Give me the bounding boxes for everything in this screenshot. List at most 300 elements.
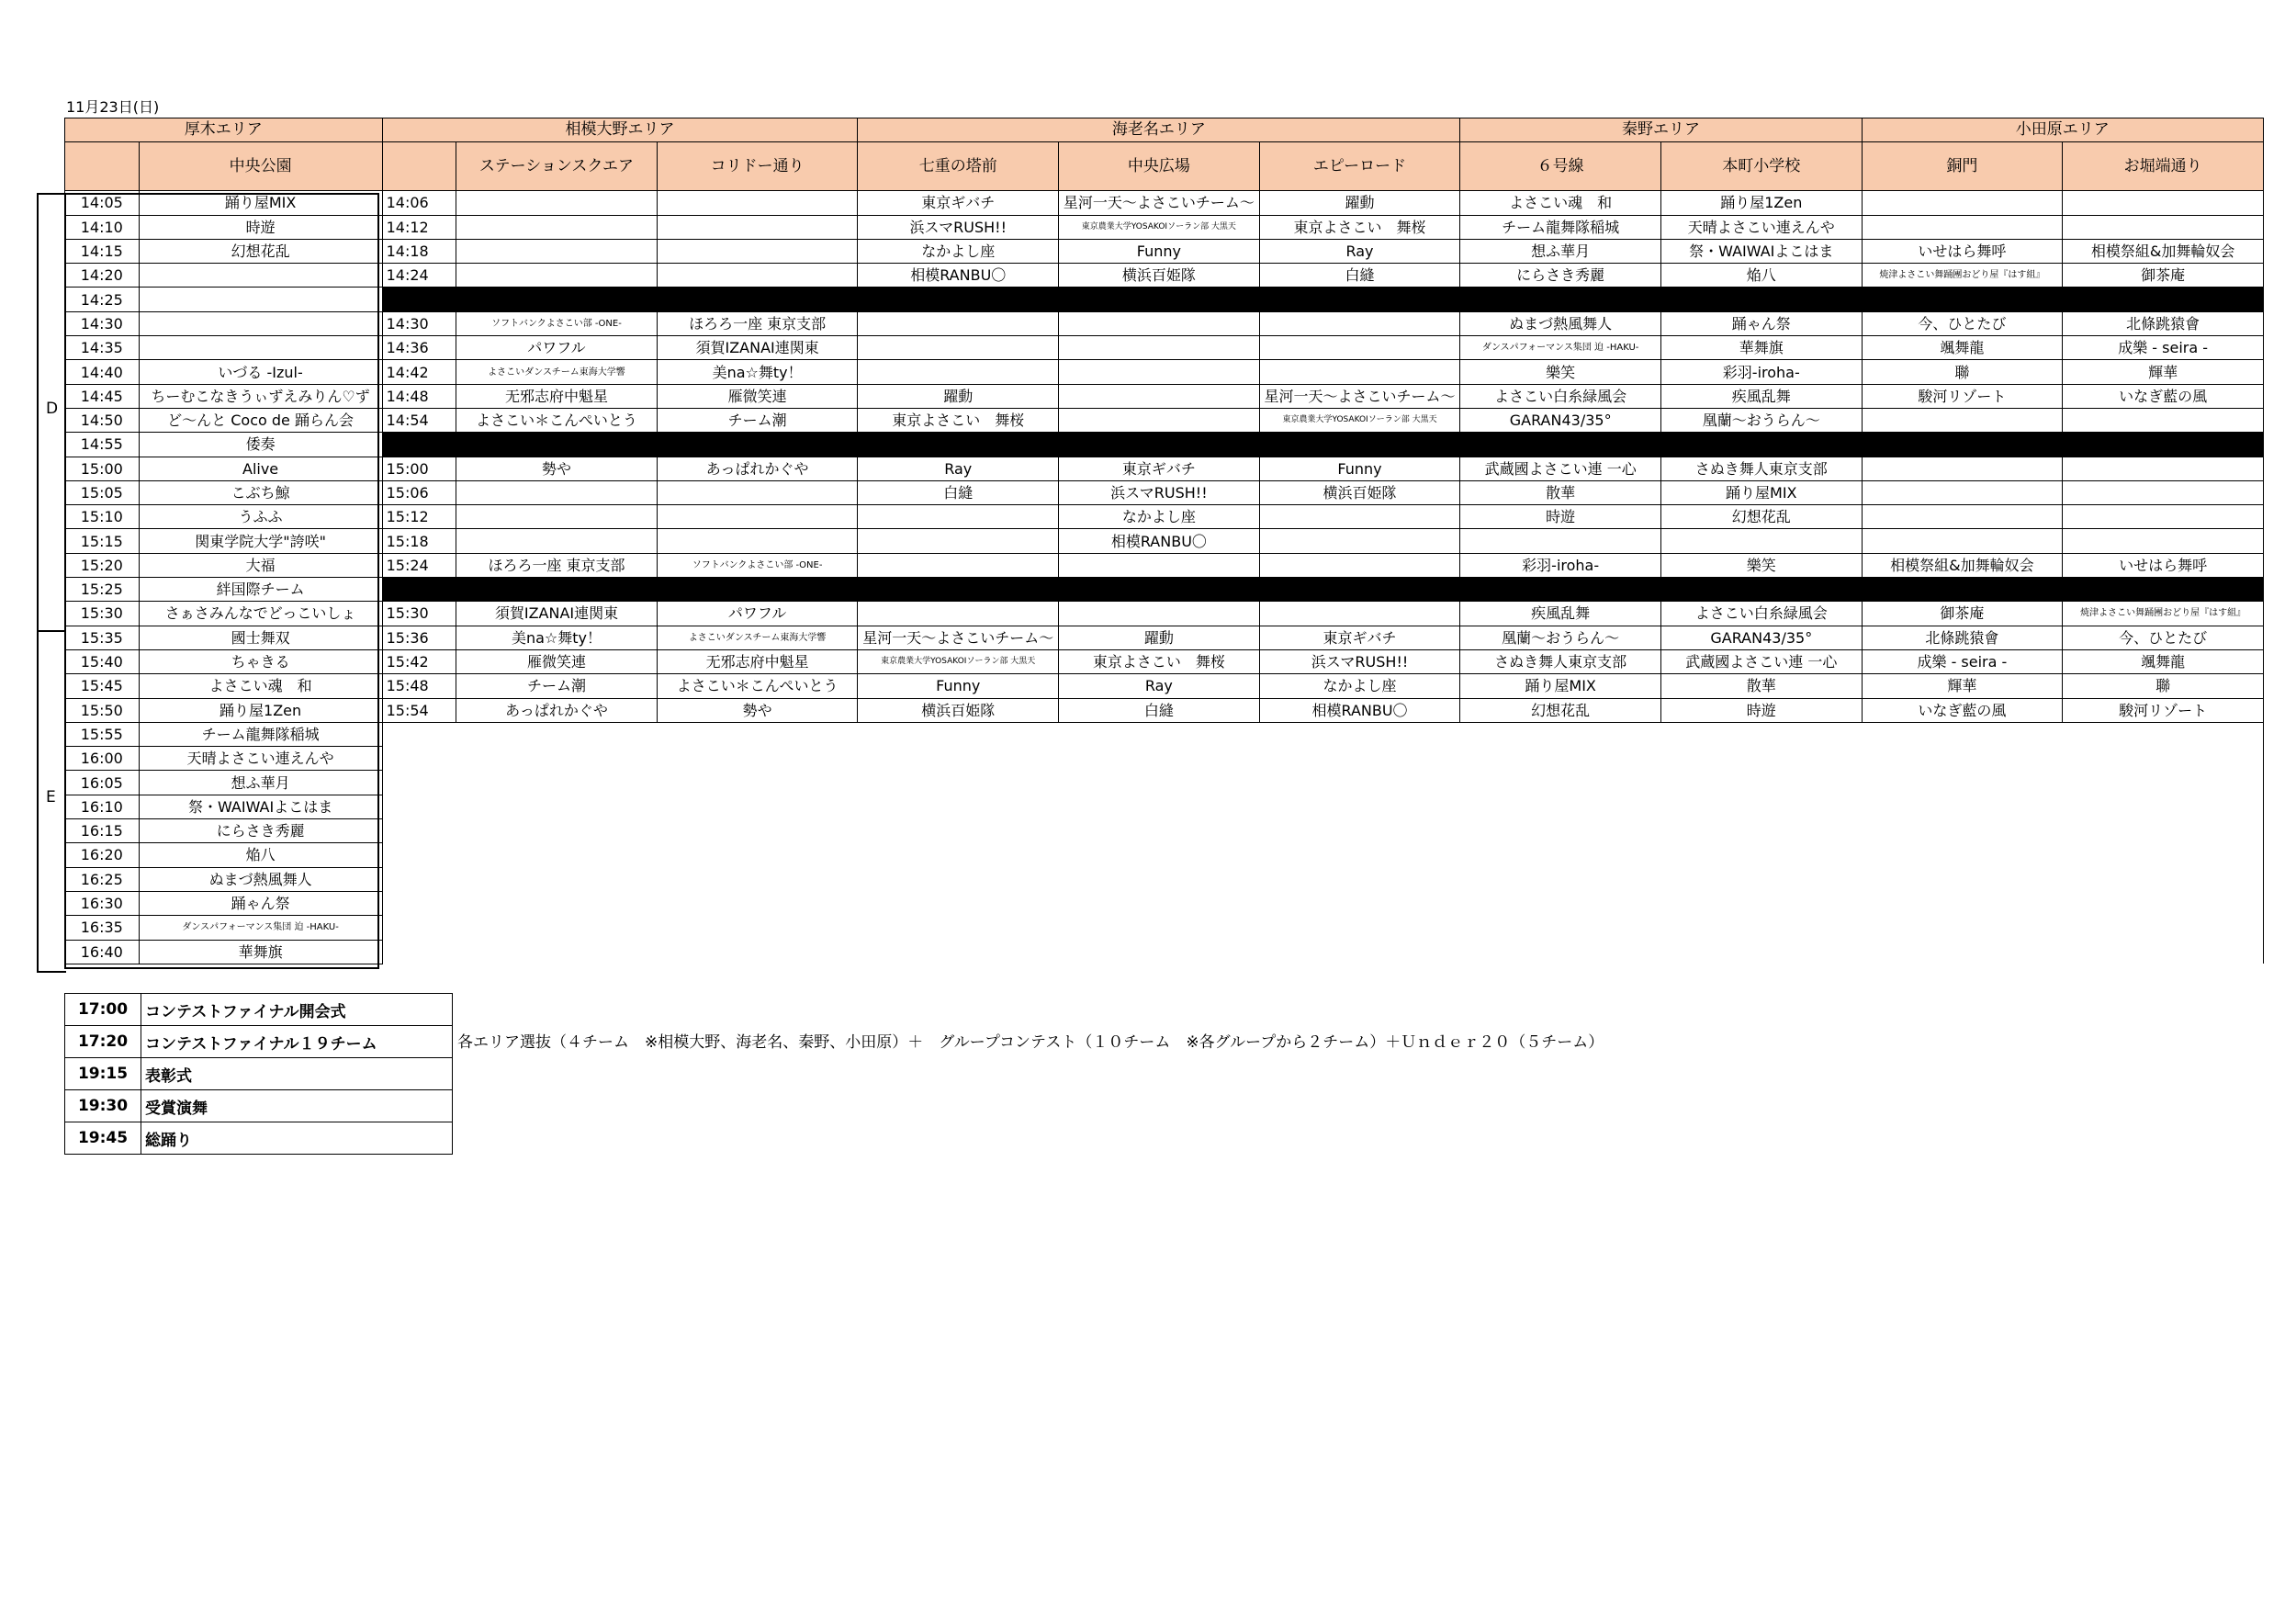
team-cell — [858, 602, 1059, 626]
team-cell — [2063, 215, 2264, 239]
team-cell: Funny — [1259, 457, 1460, 480]
final-time: 19:30 — [65, 1090, 141, 1122]
team-cell — [1059, 384, 1260, 408]
team-cell: 散華 — [1660, 674, 1862, 698]
team-cell: いなぎ藍の風 — [2063, 384, 2264, 408]
team-cell — [456, 215, 658, 239]
team-cell: ほろろ一座 東京支部 — [456, 553, 658, 577]
atsugi-team: うふふ — [139, 505, 382, 529]
atsugi-team: 時遊 — [139, 215, 382, 239]
final-time: 17:00 — [65, 994, 141, 1026]
team-cell: 雁微笑連 — [456, 649, 658, 673]
schedule-row — [65, 336, 2264, 360]
atsugi-time: 16:05 — [65, 771, 140, 795]
venue-header: エピーロード — [1259, 142, 1460, 191]
team-cell — [858, 553, 1059, 577]
final-row — [65, 1090, 453, 1122]
team-cell — [1862, 457, 2063, 480]
atsugi-time: 14:35 — [65, 336, 140, 360]
team-cell: GARAN43/35° — [1460, 408, 1661, 432]
final-time: 19:15 — [65, 1058, 141, 1090]
team-cell: 横浜百姫隊 — [1259, 480, 1460, 504]
atsugi-time: 14:05 — [65, 191, 140, 215]
slot-time: 14:24 — [382, 264, 456, 288]
team-cell: 武蔵國よさこい連 一心 — [1660, 649, 1862, 673]
team-cell: 相模祭組&加舞輪奴会 — [2063, 239, 2264, 263]
team-cell: 御茶庵 — [2063, 264, 2264, 288]
team-cell — [657, 239, 858, 263]
empty-area — [382, 795, 2263, 818]
slot-time: 15:06 — [382, 480, 456, 504]
atsugi-team: ちーむこなきうぃずえみりん♡ず — [139, 384, 382, 408]
venue-header: 中央公園 — [139, 142, 382, 191]
slot-time: 15:48 — [382, 674, 456, 698]
team-cell — [456, 505, 658, 529]
team-cell: 華舞旗 — [1660, 336, 1862, 360]
schedule-row — [65, 747, 2264, 771]
team-cell: 武蔵國よさこい連 一心 — [1460, 457, 1661, 480]
team-cell: 駿河リゾート — [2063, 698, 2264, 722]
team-cell: 踊ゃん祭 — [1660, 311, 1862, 335]
atsugi-team: ダンスパフォーマンス集団 迫 -HAKU- — [139, 916, 382, 940]
team-cell — [657, 215, 858, 239]
team-cell — [2063, 457, 2264, 480]
schedule-row — [65, 867, 2264, 891]
team-cell: さぬき舞人東京支部 — [1660, 457, 1862, 480]
team-cell: 東京よさこい 舞桜 — [1259, 215, 1460, 239]
team-cell — [1059, 408, 1260, 432]
atsugi-time: 15:05 — [65, 480, 140, 504]
team-cell: 成樂 - seira - — [2063, 336, 2264, 360]
team-cell: 星河一天～よさこいチーム～ — [1259, 384, 1460, 408]
venue-header: ステーションスクエア — [456, 142, 658, 191]
atsugi-team: 國士舞双 — [139, 626, 382, 649]
atsugi-time: 15:25 — [65, 578, 140, 602]
team-cell: 樂笑 — [1660, 553, 1862, 577]
area-header: 海老名エリア — [858, 118, 1460, 142]
team-cell — [1460, 529, 1661, 553]
team-cell: 東京よさこい 舞桜 — [1059, 649, 1260, 673]
atsugi-time: 15:00 — [65, 457, 140, 480]
team-cell — [1862, 408, 2063, 432]
schedule-row — [65, 819, 2264, 843]
final-time: 17:20 — [65, 1026, 141, 1058]
team-cell: 東京農業大学YOSAKOIソーラン部 大黒天 — [1059, 215, 1260, 239]
team-cell: 東京農業大学YOSAKOIソーラン部 大黒天 — [1259, 408, 1460, 432]
team-cell: いせはら舞呼 — [2063, 553, 2264, 577]
team-cell: 東京よさこい 舞桜 — [858, 408, 1059, 432]
team-cell — [1862, 529, 2063, 553]
time-header-blank — [382, 142, 456, 191]
empty-area — [382, 891, 2263, 915]
team-cell: にらさき秀麗 — [1460, 264, 1661, 288]
final-label: 総踊り — [141, 1122, 453, 1155]
team-cell: パワフル — [456, 336, 658, 360]
atsugi-time: 14:40 — [65, 360, 140, 384]
schedule-row — [65, 649, 2264, 673]
atsugi-team: 踊り屋MIX — [139, 191, 382, 215]
team-cell — [456, 239, 658, 263]
team-cell: 踊り屋1Zen — [1660, 191, 1862, 215]
atsugi-team: 踊り屋1Zen — [139, 698, 382, 722]
atsugi-time: 14:20 — [65, 264, 140, 288]
team-cell: あっぱれかぐや — [657, 457, 858, 480]
venue-header-row — [65, 142, 2264, 191]
team-cell: Funny — [858, 674, 1059, 698]
atsugi-time: 16:30 — [65, 891, 140, 915]
venue-header: お堀端通り — [2063, 142, 2264, 191]
atsugi-team: 天晴よさこい連えんや — [139, 747, 382, 771]
atsugi-time: 14:45 — [65, 384, 140, 408]
team-cell: 御茶庵 — [1862, 602, 2063, 626]
team-cell — [1059, 553, 1260, 577]
schedule-row — [65, 795, 2264, 818]
team-cell: 美na☆舞ty！ — [456, 626, 658, 649]
atsugi-time: 14:10 — [65, 215, 140, 239]
area-header-row — [65, 118, 2264, 142]
team-cell: 輝華 — [1862, 674, 2063, 698]
atsugi-time: 16:15 — [65, 819, 140, 843]
team-cell: チーム潮 — [456, 674, 658, 698]
team-cell — [858, 336, 1059, 360]
schedule-row — [65, 843, 2264, 867]
team-cell: 焼津よさこい舞踊團おどり屋『はす組』 — [1862, 264, 2063, 288]
final-row — [65, 1122, 453, 1155]
slot-time: 15:42 — [382, 649, 456, 673]
schedule-row — [65, 578, 2264, 602]
team-cell: パワフル — [657, 602, 858, 626]
venue-header: 中央広場 — [1059, 142, 1260, 191]
area-header: 相模大野エリア — [382, 118, 858, 142]
team-cell — [2063, 529, 2264, 553]
schedule-row — [65, 384, 2264, 408]
team-cell: 浜スマRUSH!! — [1059, 480, 1260, 504]
schedule-row — [65, 674, 2264, 698]
schedule-row — [65, 311, 2264, 335]
team-cell: 今、ひとたび — [2063, 626, 2264, 649]
slot-time: 14:30 — [382, 311, 456, 335]
team-cell — [858, 505, 1059, 529]
schedule-row — [65, 553, 2264, 577]
team-cell: 焼津よさこい舞踊團おどり屋『はす組』 — [2063, 602, 2264, 626]
group-label-e: E — [46, 788, 56, 806]
team-cell: 彩羽-iroha- — [1660, 360, 1862, 384]
team-cell — [858, 360, 1059, 384]
schedule-row — [65, 602, 2264, 626]
atsugi-time: 14:30 — [65, 311, 140, 335]
team-cell: よさこい白糸緑風会 — [1460, 384, 1661, 408]
team-cell: 美na☆舞ty！ — [657, 360, 858, 384]
team-cell: なかよし座 — [1059, 505, 1260, 529]
team-cell: 无邪志府中魁星 — [657, 649, 858, 673]
atsugi-team: ぬまづ熱風舞人 — [139, 867, 382, 891]
schedule-row — [65, 722, 2264, 746]
atsugi-time: 15:30 — [65, 602, 140, 626]
schedule-row — [65, 480, 2264, 504]
team-cell — [1259, 553, 1460, 577]
team-cell — [1059, 602, 1260, 626]
team-cell: あっぱれかぐや — [456, 698, 658, 722]
team-cell: 北條跳猿會 — [2063, 311, 2264, 335]
atsugi-team: ちゃきる — [139, 649, 382, 673]
schedule-row — [65, 940, 2264, 964]
final-row — [65, 1026, 453, 1058]
group-divider — [37, 630, 64, 632]
empty-area — [382, 867, 2263, 891]
team-cell — [657, 480, 858, 504]
break-bar — [382, 288, 2263, 311]
team-cell: 浜スマRUSH!! — [858, 215, 1059, 239]
slot-time: 14:06 — [382, 191, 456, 215]
schedule-row — [65, 433, 2264, 457]
slot-time: 14:12 — [382, 215, 456, 239]
team-cell: 聯 — [2063, 674, 2264, 698]
team-cell: 躍動 — [1259, 191, 1460, 215]
atsugi-time: 15:20 — [65, 553, 140, 577]
team-cell: 踊り屋MIX — [1460, 674, 1661, 698]
slot-time: 14:54 — [382, 408, 456, 432]
team-cell: 散華 — [1460, 480, 1661, 504]
team-cell — [657, 191, 858, 215]
final-label: コンテストファイナル１９チーム — [141, 1026, 453, 1058]
team-cell — [657, 264, 858, 288]
team-cell: チーム潮 — [657, 408, 858, 432]
atsugi-team: ど～んと Coco de 踊らん会 — [139, 408, 382, 432]
empty-area — [382, 843, 2263, 867]
team-cell: 聯 — [1862, 360, 2063, 384]
empty-area — [382, 819, 2263, 843]
team-cell — [456, 264, 658, 288]
team-cell: Ray — [858, 457, 1059, 480]
team-cell — [657, 529, 858, 553]
slot-time: 15:00 — [382, 457, 456, 480]
final-schedule-table — [64, 993, 453, 1155]
team-cell — [1259, 602, 1460, 626]
schedule-row — [65, 191, 2264, 215]
team-cell: いなぎ藍の風 — [1862, 698, 2063, 722]
atsugi-time: 16:20 — [65, 843, 140, 867]
schedule-row — [65, 215, 2264, 239]
atsugi-team: チーム龍舞隊稲城 — [139, 722, 382, 746]
venue-header: ６号線 — [1460, 142, 1661, 191]
team-cell: 相模祭組&加舞輪奴会 — [1862, 553, 2063, 577]
team-cell: GARAN43/35° — [1660, 626, 1862, 649]
team-cell: ダンスパフォーマンス集団 迫 -HAKU- — [1460, 336, 1661, 360]
team-cell: 相模RANBU〇 — [1059, 529, 1260, 553]
schedule-row — [65, 239, 2264, 263]
atsugi-time: 15:55 — [65, 722, 140, 746]
atsugi-team: Alive — [139, 457, 382, 480]
team-cell: ソフトバンクよさこい部 -ONE- — [657, 553, 858, 577]
team-cell: 相模RANBU〇 — [1259, 698, 1460, 722]
team-cell — [456, 480, 658, 504]
empty-area — [382, 771, 2263, 795]
atsugi-time: 14:55 — [65, 433, 140, 457]
team-cell: 天晴よさこい連えんや — [1660, 215, 1862, 239]
break-bar — [382, 433, 2263, 457]
team-cell: 北條跳猿會 — [1862, 626, 2063, 649]
slot-time: 15:18 — [382, 529, 456, 553]
team-cell — [657, 505, 858, 529]
atsugi-time: 16:25 — [65, 867, 140, 891]
schedule-date: 11月23日(日) — [66, 98, 160, 116]
team-cell — [1862, 505, 2063, 529]
atsugi-team — [139, 264, 382, 288]
team-cell: Ray — [1059, 674, 1260, 698]
team-cell: 輝華 — [2063, 360, 2264, 384]
atsugi-time: 15:40 — [65, 649, 140, 673]
atsugi-time: 15:10 — [65, 505, 140, 529]
team-cell: 凰蘭～おうらん～ — [1460, 626, 1661, 649]
slot-time: 15:54 — [382, 698, 456, 722]
empty-area — [382, 916, 2263, 940]
area-atsugi: 厚木エリア — [65, 118, 383, 142]
schedule-row — [65, 360, 2264, 384]
schedule-row — [65, 698, 2264, 722]
schedule-row — [65, 288, 2264, 311]
team-cell: よさこい白糸緑風会 — [1660, 602, 1862, 626]
team-cell: 躍動 — [1059, 626, 1260, 649]
final-row — [65, 994, 453, 1026]
atsugi-team — [139, 336, 382, 360]
slot-time: 15:12 — [382, 505, 456, 529]
group-bracket — [37, 193, 66, 973]
team-cell: 東京ギバチ — [1059, 457, 1260, 480]
team-cell — [2063, 408, 2264, 432]
team-cell: 颯舞龍 — [1862, 336, 2063, 360]
atsugi-team — [139, 311, 382, 335]
team-cell: 須賀IZANAI連関東 — [456, 602, 658, 626]
atsugi-team: 焔八 — [139, 843, 382, 867]
team-cell — [1059, 311, 1260, 335]
team-cell: 躍動 — [858, 384, 1059, 408]
team-cell: ほろろ一座 東京支部 — [657, 311, 858, 335]
schedule-row — [65, 529, 2264, 553]
atsugi-team: さぁさみんなでどっこいしょ — [139, 602, 382, 626]
team-cell: 浜スマRUSH!! — [1259, 649, 1460, 673]
team-cell: 東京農業大学YOSAKOIソーラン部 大黒天 — [858, 649, 1059, 673]
empty-area — [382, 747, 2263, 771]
team-cell: 幻想花乱 — [1660, 505, 1862, 529]
venue-header: 銅門 — [1862, 142, 2063, 191]
team-cell: よさこい魂 和 — [1460, 191, 1661, 215]
team-cell: 星河一天～よさこいチーム～ — [1059, 191, 1260, 215]
area-header: 小田原エリア — [1862, 118, 2263, 142]
team-cell — [2063, 505, 2264, 529]
final-time: 19:45 — [65, 1122, 141, 1155]
slot-time: 14:36 — [382, 336, 456, 360]
area-header: 秦野エリア — [1460, 118, 1862, 142]
team-cell: 雁微笑連 — [657, 384, 858, 408]
team-cell: Funny — [1059, 239, 1260, 263]
slot-time: 14:42 — [382, 360, 456, 384]
team-cell: 焔八 — [1660, 264, 1862, 288]
schedule-row — [65, 505, 2264, 529]
team-cell: 踊り屋MIX — [1660, 480, 1862, 504]
atsugi-time: 16:00 — [65, 747, 140, 771]
team-cell — [1862, 480, 2063, 504]
team-cell: 白縫 — [1259, 264, 1460, 288]
team-cell: よさこい＊こんぺいとう — [657, 674, 858, 698]
final-label: コンテストファイナル開会式 — [141, 994, 453, 1026]
atsugi-team: 華舞旗 — [139, 940, 382, 964]
slot-time: 14:18 — [382, 239, 456, 263]
slot-time: 15:30 — [382, 602, 456, 626]
team-cell: 彩羽-iroha- — [1460, 553, 1661, 577]
team-cell — [456, 529, 658, 553]
team-cell — [2063, 480, 2264, 504]
empty-area — [382, 722, 2263, 746]
team-cell: 勢や — [456, 457, 658, 480]
team-cell: 駿河リゾート — [1862, 384, 2063, 408]
atsugi-team: 踊ゃん祭 — [139, 891, 382, 915]
team-cell: ソフトバンクよさこい部 -ONE- — [456, 311, 658, 335]
team-cell: 成樂 - seira - — [1862, 649, 2063, 673]
venue-header: 七重の塔前 — [858, 142, 1059, 191]
team-cell: 須賀IZANAI連関東 — [657, 336, 858, 360]
schedule-row — [65, 626, 2264, 649]
team-cell: いせはら舞呼 — [1862, 239, 2063, 263]
atsugi-time: 14:25 — [65, 288, 140, 311]
team-cell — [1259, 311, 1460, 335]
time-header-blank — [65, 142, 140, 191]
team-cell: 白縫 — [1059, 698, 1260, 722]
schedule-row — [65, 916, 2264, 940]
team-cell — [1259, 336, 1460, 360]
team-cell: 颯舞龍 — [2063, 649, 2264, 673]
schedule-table — [64, 118, 2264, 964]
team-cell: 想ふ華月 — [1460, 239, 1661, 263]
team-cell: 无邪志府中魁星 — [456, 384, 658, 408]
slot-time: 15:36 — [382, 626, 456, 649]
team-cell: よさこいダンスチーム東海大学響 — [657, 626, 858, 649]
final-label: 受賞演舞 — [141, 1090, 453, 1122]
team-cell: 相模RANBU〇 — [858, 264, 1059, 288]
team-cell: ぬまづ熱風舞人 — [1460, 311, 1661, 335]
venue-header: 本町小学校 — [1660, 142, 1862, 191]
team-cell — [1862, 215, 2063, 239]
schedule-row — [65, 457, 2264, 480]
team-cell: さぬき舞人東京支部 — [1460, 649, 1661, 673]
break-bar — [382, 578, 2263, 602]
team-cell: 東京ギバチ — [858, 191, 1059, 215]
team-cell — [456, 191, 658, 215]
team-cell: 時遊 — [1460, 505, 1661, 529]
atsugi-team: 関東学院大学"誇咲" — [139, 529, 382, 553]
team-cell — [858, 311, 1059, 335]
team-cell: なかよし座 — [1259, 674, 1460, 698]
team-cell — [1259, 360, 1460, 384]
team-cell — [2063, 191, 2264, 215]
group-label-d: D — [46, 400, 59, 418]
schedule-row — [65, 264, 2264, 288]
team-cell: 疾風乱舞 — [1660, 384, 1862, 408]
atsugi-team: こぶち鯨 — [139, 480, 382, 504]
team-cell: 疾風乱舞 — [1460, 602, 1661, 626]
atsugi-time: 16:40 — [65, 940, 140, 964]
atsugi-team: 大福 — [139, 553, 382, 577]
team-cell: 今、ひとたび — [1862, 311, 2063, 335]
schedule-row — [65, 771, 2264, 795]
team-cell: よさこい＊こんぺいとう — [456, 408, 658, 432]
empty-area — [382, 940, 2263, 964]
slot-time: 15:24 — [382, 553, 456, 577]
atsugi-time: 15:35 — [65, 626, 140, 649]
venue-header: コリドー通り — [657, 142, 858, 191]
team-cell: 樂笑 — [1460, 360, 1661, 384]
team-cell — [1862, 191, 2063, 215]
atsugi-time: 14:15 — [65, 239, 140, 263]
